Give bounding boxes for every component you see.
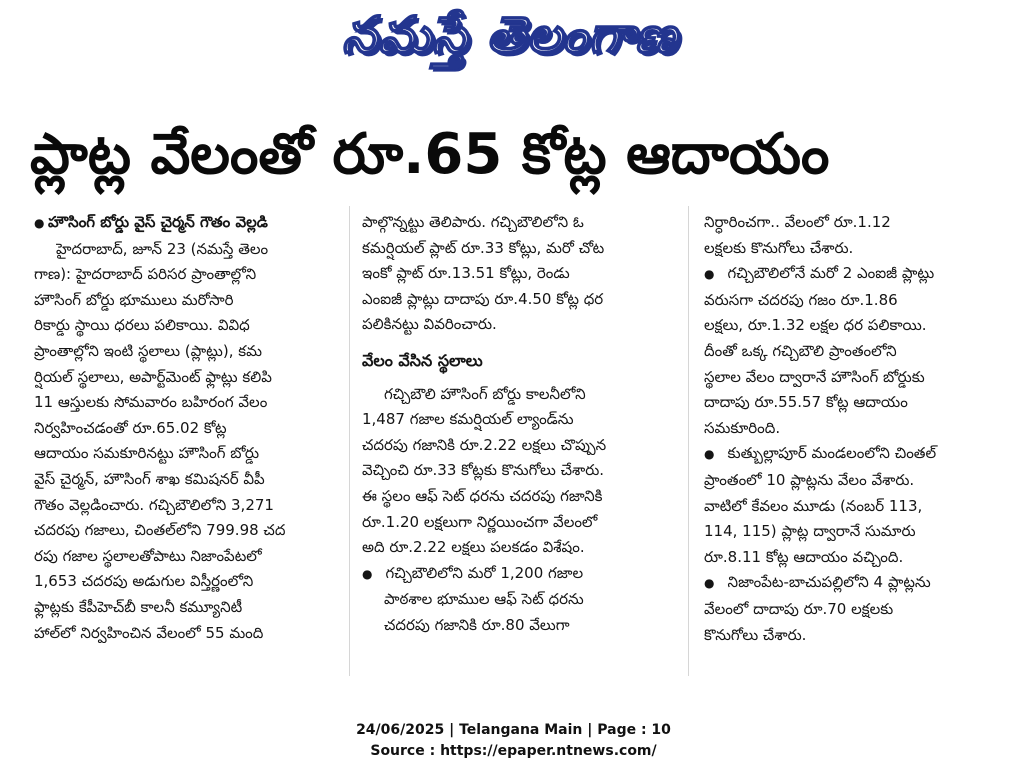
text-line: గౌతం వెల్లడించారు. గచ్చిబౌలిలోని 3,271	[34, 495, 274, 514]
text-line: స్థలాల వేలం ద్వారానే హౌసింగ్ బోర్డుకు	[704, 367, 925, 386]
masthead-title: నమస్తే తెలంగాణ	[342, 6, 678, 64]
text-line: పాల్గొన్నట్టు తెలిపారు. గచ్చిబౌలిలోని ఓ	[362, 213, 584, 231]
byline: ● హౌసింగ్ బోర్డు వైస్ చైర్మన్ గౌతం వెల్లడి	[34, 210, 334, 237]
text-line: ఫ్లాట్లకు కేపీహెచ్‌బీ కాలనీ కమ్యూనిటీ	[34, 597, 243, 616]
text-line: దీంతో ఒక్క గచ్చిబౌలి ప్రాంతంలోని	[704, 341, 897, 360]
text-line: ఈ స్థలం ఆఫ్ సెట్ ధరను చదరపు గజానికి	[362, 486, 603, 505]
text-line: వేలంలో దాదాపు రూ.70 లక్షలకు	[704, 599, 894, 618]
text-line: లక్షలకు కొనుగోలు చేశారు.	[704, 238, 854, 257]
text-line: గాణ): హైదరాబాద్ పరిసర ప్రాంతాల్లోని	[34, 265, 257, 284]
text-line: పాఠశాల భూముల ఆఫ్ సెట్ ధరను	[384, 590, 584, 609]
bullet-icon: ●	[704, 267, 715, 282]
text-line: నిర్వహించడంతో రూ.65.02 కోట్ల	[34, 418, 227, 437]
text-line: నిర్ధారించగా.. వేలంలో రూ.1.12	[704, 213, 891, 231]
text-line: రపు గజాల స్థలాలతోపాటు నిజాంపేటలో	[34, 546, 262, 565]
text-line: అది రూ.2.22 లక్షలు పలకడం విశేషం.	[362, 538, 585, 557]
text-line: గచ్చిబౌలి హౌసింగ్ బోర్డు కాలనీలోని	[384, 384, 586, 403]
text-line: ప్రాంతంలో 10 ప్లాట్లను వేలం వేశారు.	[704, 470, 915, 489]
text-line: ర్షియల్ స్థలాలు, అపార్ట్‌మెంట్ ఫ్లాట్లు కలిపి	[34, 367, 272, 386]
text-line: లక్షలు, రూ.1.32 లక్షల ధర పలికాయి.	[704, 316, 927, 335]
article-column-3	[704, 210, 994, 648]
text-line: ప్రాంతాల్లోని ఇంటి స్థలాలు (ప్లాట్లు), కమ	[34, 341, 262, 360]
column-divider	[688, 206, 689, 676]
text-line: వెచ్చించి రూ.33 కోట్లకు కొనుగోలు చేశారు.	[362, 461, 605, 480]
text-line: ఇంకో ప్లాట్ రూ.13.51 కోట్లు, రెండు	[362, 264, 570, 283]
text-line: కమర్షియల్ ప్లాట్ రూ.33 కోట్లు, మరో చోట	[362, 238, 605, 257]
text-line: హాల్‌లో నిర్వహించిన వేలంలో 55 మంది	[34, 623, 264, 642]
text-line: చదరపు గజానికి రూ.80 వేలుగా	[384, 615, 570, 634]
bullet-paragraph: ● గచ్చిబౌలిలోని మరో 1,200 గజాల	[362, 561, 668, 588]
footer-date-page: 24/06/2025 | Telangana Main | Page : 10	[356, 722, 671, 738]
text-line: కొనుగోలు చేశారు.	[704, 625, 807, 644]
bullet-paragraph: ● గచ్చిబౌలిలోనే మరో 2 ఎంఐజీ ప్లాట్లు	[704, 261, 994, 288]
text-line: వాటిలో కేవలం మూడు (నంబర్ 113,	[704, 496, 923, 515]
bullet-icon: ●	[362, 566, 373, 581]
text-line: 114, 115) ప్లాట్ల ద్వారానే సుమారు	[704, 522, 916, 541]
text-line: చదరపు గజానికి రూ.2.22 లక్షలు చొప్పున	[362, 435, 607, 454]
text-line: దాదాపు రూ.55.57 కోట్ల ఆదాయం	[704, 393, 908, 412]
article-column-1	[34, 210, 334, 646]
bullet-paragraph: ● కుత్బుల్లాపూర్ మండలంలోని చింతల్	[704, 441, 994, 468]
text-line: ఆదాయం సమకూరినట్టు హౌసింగ్ బోర్డు	[34, 444, 260, 463]
article-headline: ప్లాట్ల వేలంతో రూ.65 కోట్ల ఆదాయం	[30, 122, 830, 187]
text-line: 1,653 చదరపు అడుగుల విస్తీర్ణంలోని	[34, 572, 254, 591]
text-line: రూ.8.11 కోట్ల ఆదాయం వచ్చింది.	[704, 547, 904, 566]
text-line: రూ.1.20 లక్షలుగా నిర్ణయించగా వేలంలో	[362, 512, 598, 531]
text-line: పలికినట్టు వివరించారు.	[362, 315, 497, 334]
text-line: హౌసింగ్ బోర్డు భూములు మరోసారి	[34, 290, 234, 309]
bullet-icon: ●	[34, 216, 45, 230]
newspaper-masthead	[300, 6, 720, 74]
footer-source-link[interactable]: Source : https://epaper.ntnews.com/	[370, 743, 657, 759]
text-line: ఎంఐజీ ప్లాట్లు దాదాపు రూ.4.50 కోట్ల ధర	[362, 289, 604, 308]
text-line: హైదరాబాద్, జూన్ 23 (నమస్తే తెలం	[56, 239, 269, 258]
text-line: సమకూరింది.	[704, 418, 781, 437]
bullet-icon: ●	[704, 576, 715, 591]
section-subhead: వేలం వేసిన స్థలాలు	[362, 350, 483, 370]
article-column-2	[362, 210, 668, 639]
text-line: చదరపు గజాలు, చింతల్‌లోని 799.98 చద	[34, 521, 286, 540]
text-line: రికార్డు స్థాయి ధరలు పలికాయి. వివిధ	[34, 316, 250, 335]
bullet-icon: ●	[704, 447, 715, 462]
text-line: వరుసగా చదరపు గజం రూ.1.86	[704, 290, 898, 309]
text-line: వైస్ చైర్మన్, హౌసింగ్ శాఖ కమిషనర్ వీపీ	[34, 469, 265, 488]
text-line: 1,487 గజాల కమర్షియల్ ల్యాండ్‌ను	[362, 410, 574, 429]
text-line: 11 ఆస్తులకు సోమవారం బహిరంగ వేలం	[34, 393, 268, 412]
bullet-paragraph: ● నిజాంపేట-బాచుపల్లిలోని 4 ప్లాట్లను	[704, 570, 994, 597]
column-divider	[349, 206, 350, 676]
